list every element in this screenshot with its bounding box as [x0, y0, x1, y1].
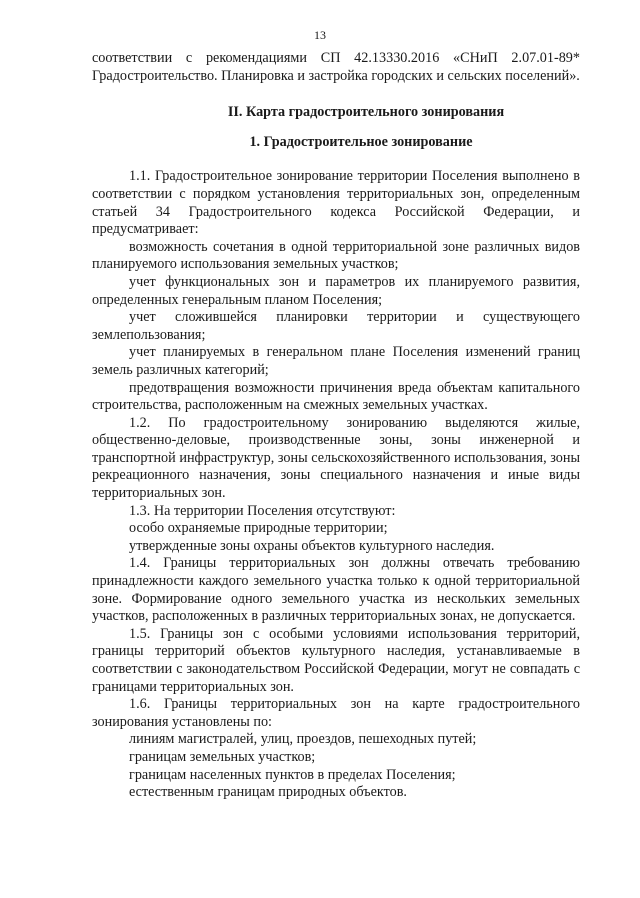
paragraph-1-1: 1.1. Градостроительное зонирование территории Поселения выполнено в соответствии с порядком установления территориальных зон, определенным статьей 34 Градостроительного кодекса Российской Федерации, и предусматривает: — [92, 168, 580, 238]
list-item: особо охраняемые природные территории; — [129, 520, 388, 537]
list-item: учет сложившейся планировки территории и существующего землепользования; — [92, 309, 580, 343]
list-item: учет функциональных зон и параметров их планируемого развития, определенных генеральным планом Поселения; — [92, 273, 580, 308]
list-item: предотвращения возможности причинения вреда объектам капитального строительства, расположенным на смежных земельных участках. — [92, 379, 580, 414]
section-title: II. Карта градостроительного зонирования — [227, 104, 505, 121]
list-item: утвержденные зоны охраны объектов культурного наследия. — [129, 537, 495, 554]
paragraph-1-4: 1.4. Границы территориальных зон должны отвечать требованию принадлежности каждого земельного участка только к одной территориальной зоне. Формирование одного земельного участка из нескольких земельных участков, расположенных в различных территориальных зонах, не допускается. — [92, 555, 580, 625]
page-number: 13 — [314, 28, 326, 42]
paragraph-1-3: 1.3. На территории Поселения отсутствуют: — [129, 502, 396, 519]
document-body — [92, 50, 580, 802]
list-item: линиям магистралей, улиц, проездов, пешеходных путей; — [129, 731, 477, 748]
paragraph-1-2: 1.2. По градостроительному зонированию выделяются жилые, общественно-деловые, производственные зоны, зоны инженерной и транспортной инфраструктур, зоны сельскохозяйственного использования, зоны рекреационного назначения, зоны специального назначения и иные виды территориальных зон. — [92, 414, 580, 502]
paragraph-1-5: 1.5. Границы зон с особыми условиями использования территорий, границы территорий объектов культурного наследия, устанавливаемые в соответствии с законодательством Российской Федерации, могут не совпадать с границами территориальных зон. — [92, 625, 580, 695]
intro-paragraph: соответствии с рекомендациями СП 42.13330.2016 «СНиП 2.07.01-89* Градостроительство. Планировка и застройка городских и сельских поселений». — [92, 50, 580, 84]
list-item: учет планируемых в генеральном плане Поселения изменений границ земель различных категорий; — [92, 344, 580, 378]
subsection-title: 1. Градостроительное зонирование — [249, 133, 473, 150]
paragraph-1-6: 1.6. Границы территориальных зон на карте градостроительного зонирования установлены по: — [92, 696, 580, 730]
list-item: границам земельных участков; — [129, 748, 316, 765]
list-item: естественным границам природных объектов. — [129, 784, 407, 801]
list-item: возможность сочетания в одной территориальной зоне различных видов планируемого использования земельных участков; — [92, 238, 580, 273]
list-item: границам населенных пунктов в пределах Поселения; — [129, 766, 456, 783]
